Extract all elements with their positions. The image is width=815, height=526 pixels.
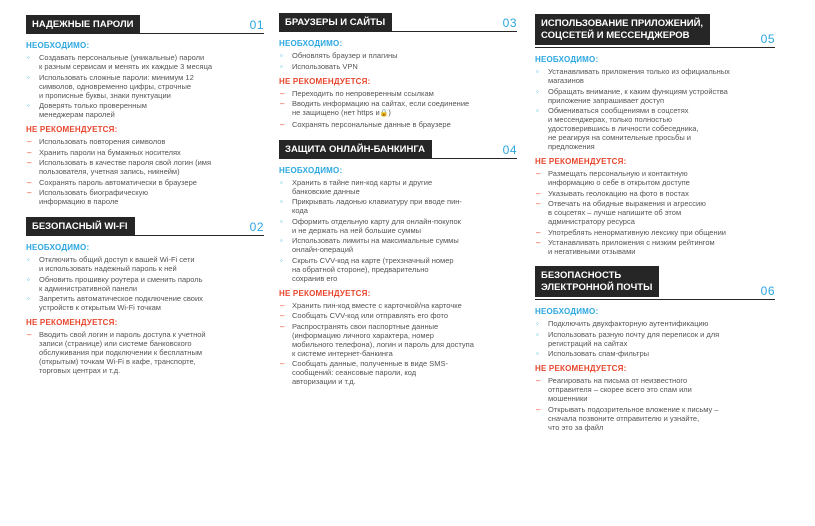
item-text: Прикрывать ладонью клавиатуру при вводе пин- кода — [292, 197, 462, 215]
list-item — [26, 294, 264, 312]
section-title: БЕЗОПАСНЫЙ WI-FI — [26, 217, 135, 236]
item-text: Использовать сложные пароли: минимум 12 символов, одновременно цифры, строчные и прописные буквы, знаки пунктуации — [39, 72, 194, 100]
required-label: НЕОБХОДИМО: — [279, 165, 343, 175]
list-item — [279, 236, 517, 254]
item-text: Использовать VPN — [292, 61, 358, 71]
bullet-dash-icon: – — [280, 359, 285, 368]
item-text: Обращать внимание, к каким функциям устройства приложение запрашивает доступ — [548, 86, 728, 105]
bullet-dash-icon: – — [280, 119, 285, 129]
list-item — [26, 330, 264, 375]
item-text: Устанавливать приложения с низким рейтингом и негативными отзывами — [548, 238, 715, 256]
item-text: Хранить в тайне пин-код карты и другие банковские данные — [292, 177, 433, 196]
not-recommended-list — [279, 301, 517, 387]
not-recommended-list — [279, 89, 517, 129]
section-number: 05 — [760, 32, 775, 46]
item-text: Отвечать на обидные выражения и агрессию в соцсетях – лучше напишите об этом администратору ресурса — [548, 199, 706, 226]
required-label: НЕОБХОДИМО: — [26, 243, 90, 252]
list-item — [279, 99, 517, 118]
list-item — [535, 228, 775, 237]
required-list — [26, 53, 264, 119]
header-divider — [535, 47, 775, 48]
not-recommended-label: НЕ РЕКОМЕНДУЕТСЯ: — [535, 157, 627, 166]
required-list — [535, 67, 775, 151]
item-text: Использовать биографическую информацию в пароле — [39, 188, 149, 206]
bullet-dash-icon: – — [27, 158, 32, 167]
section-number: 06 — [760, 284, 775, 298]
bullet-circle-icon: ◦ — [27, 101, 30, 110]
bullet-circle-icon: ◦ — [536, 329, 539, 339]
required-list — [535, 319, 775, 358]
section-title: БЕЗОПАСНОСТЬ ЭЛЕКТРОННОЙ ПОЧТЫ — [535, 266, 659, 297]
list-item — [535, 106, 775, 151]
item-text: Хранить пароли на бумажных носителях — [39, 147, 181, 157]
bullet-dash-icon: – — [536, 238, 541, 247]
header-divider — [26, 33, 264, 34]
column-right — [535, 0, 775, 437]
list-item — [535, 319, 775, 328]
item-text: Оформить отдельную карту для онлайн-покупок и не держать на ней большие суммы — [292, 216, 461, 235]
section-title: БРАУЗЕРЫ И САЙТЫ — [279, 13, 392, 32]
item-text: Использовать спам-фильтры — [548, 349, 650, 358]
item-text: Подключить двухфакторную аутентификацию — [548, 319, 709, 328]
item-text: Употреблять ненормативную лексику при общении — [548, 227, 726, 237]
required-label: НЕОБХОДИМО: — [26, 41, 90, 50]
section-header — [535, 14, 775, 48]
bullet-dash-icon: – — [280, 99, 285, 108]
list-item — [26, 178, 264, 187]
bullet-circle-icon: ◦ — [27, 255, 30, 264]
header-divider — [279, 158, 517, 159]
required-list — [26, 255, 264, 312]
required-list — [279, 178, 517, 283]
item-text: Использовать лимиты на максимальные суммы онлайн-операций — [292, 236, 459, 254]
list-item — [535, 189, 775, 198]
bullet-circle-icon: ◦ — [280, 216, 283, 226]
list-item — [535, 87, 775, 105]
not-recommended-list — [535, 169, 775, 256]
item-text: Использовать разную почту для переписок и для регистраций на сайтах — [548, 329, 720, 348]
section-header — [279, 12, 517, 32]
bullet-circle-icon: ◦ — [27, 53, 30, 62]
list-item — [26, 188, 264, 206]
bullet-dash-icon: – — [536, 188, 541, 198]
item-text: Вводить свой логин и пароль доступа к учетной записи (странице) или системе банковского обслуживания при подключении к бесплатным (открытым) точкам Wi-Fi в кафе, транспорте, торговых центрах и т.д. — [39, 330, 206, 375]
list-item — [26, 148, 264, 157]
bullet-dash-icon: – — [27, 177, 32, 187]
list-item — [535, 238, 775, 256]
item-text: Реагировать на письма от неизвестного отправителя – скорее всего это спам или мошенники — [548, 376, 692, 403]
bullet-dash-icon: – — [27, 188, 32, 197]
item-text: Сообщать данные, полученные в виде SMS- сообщений: сеансовые пароли, код авторизации и т.д. — [292, 359, 449, 386]
column-middle — [279, 0, 517, 391]
section-online-banking — [279, 139, 517, 387]
list-item — [26, 255, 264, 273]
item-text: Обмениваться сообщениями в соцсетях и мессенджерах, только полностью удостоверившись в личности собеседника, не реагируя на сомнительные просьбы и предложения — [548, 106, 699, 151]
section-number: 01 — [249, 18, 264, 32]
bullet-circle-icon: ◦ — [280, 197, 283, 206]
required-label: НЕОБХОДИМО: — [535, 55, 599, 64]
item-text: Создавать персональные (уникальные) пароли к разным сервисам и менять их каждые 3 месяца — [39, 53, 213, 71]
list-item — [279, 89, 517, 98]
list-item — [535, 67, 775, 85]
bullet-circle-icon: ◦ — [27, 294, 30, 303]
header-divider — [26, 235, 264, 236]
bullet-dash-icon: – — [280, 321, 285, 331]
list-item — [279, 359, 517, 386]
list-item — [535, 199, 775, 226]
column-left — [26, 0, 264, 380]
item-text: Устанавливать приложения только из официальных магазинов — [548, 67, 730, 85]
list-item — [279, 322, 517, 358]
bullet-dash-icon: – — [280, 88, 285, 98]
section-header — [26, 216, 264, 236]
item-text: Использовать в качестве пароля свой логин (имя пользователя, учетная запись, никнейм) — [39, 158, 212, 176]
item-text: Вводить информацию на сайтах, если соединение не защищено (нет https и — [292, 99, 470, 117]
item-text: Указывать геолокацию на фото в постах — [548, 188, 689, 198]
not-recommended-label: НЕ РЕКОМЕНДУЕТСЯ: — [279, 288, 371, 298]
bullet-circle-icon: ◦ — [536, 319, 539, 328]
section-header — [279, 139, 517, 159]
item-text-suffix: ) — [388, 108, 391, 117]
header-divider — [279, 31, 517, 32]
list-item — [279, 311, 517, 320]
list-item — [279, 301, 517, 310]
bullet-dash-icon: – — [536, 376, 541, 385]
section-number: 04 — [502, 142, 517, 157]
item-text: Сообщать CVV-код или отправлять его фото — [292, 311, 449, 320]
bullet-circle-icon: ◦ — [280, 255, 283, 265]
item-text: Доверять только проверенным менеджерам паролей — [39, 101, 147, 119]
item-text: Скрыть CVV-код на карте (трехзначный номер на обратной стороне), предварительно сохранив его — [292, 255, 454, 283]
bullet-circle-icon: ◦ — [536, 86, 539, 96]
item-text: Переходить по непроверенным ссылкам — [292, 88, 434, 98]
list-item — [26, 137, 264, 146]
bullet-dash-icon: – — [536, 199, 541, 208]
required-label: НЕОБХОДИМО: — [535, 307, 599, 316]
list-item — [279, 120, 517, 129]
item-text: Использовать повторения символов — [39, 137, 166, 146]
section-apps-social-messengers — [535, 14, 775, 256]
not-recommended-list — [535, 376, 775, 432]
list-item — [279, 256, 517, 283]
not-recommended-label: НЕ РЕКОМЕНДУЕТСЯ: — [26, 125, 118, 134]
bullet-dash-icon: – — [27, 330, 32, 339]
bullet-circle-icon: ◦ — [536, 349, 539, 358]
list-item — [26, 73, 264, 100]
required-label: НЕОБХОДИМО: — [279, 39, 343, 48]
list-item — [535, 349, 775, 358]
bullet-dash-icon: – — [280, 300, 285, 310]
required-list — [279, 51, 517, 71]
bullet-circle-icon: ◦ — [536, 106, 539, 115]
bullet-dash-icon: – — [536, 227, 541, 237]
not-recommended-list — [26, 137, 264, 206]
list-item — [26, 53, 264, 71]
bullet-dash-icon: – — [280, 311, 285, 320]
section-number: 02 — [249, 220, 264, 234]
section-strong-passwords — [26, 14, 264, 206]
item-text: Обновить прошивку роутера и сменить пароль к административной панели — [39, 274, 203, 293]
lock-icon: 🔒 — [379, 110, 389, 117]
item-text: Размещать персональную и контактную информацию о себе в открытом доступе — [548, 169, 690, 187]
item-text: Отключить общий доступ к вашей Wi-Fi сети и использовать надежный пароль к ней — [39, 255, 195, 273]
bullet-circle-icon: ◦ — [280, 51, 283, 60]
list-item — [279, 197, 517, 215]
not-recommended-list — [26, 330, 264, 375]
list-item — [535, 330, 775, 348]
item-text: Обновлять браузер и плагины — [292, 51, 398, 60]
section-title: ЗАЩИТА ОНЛАЙН-БАНКИНГА — [279, 140, 432, 159]
not-recommended-label: НЕ РЕКОМЕНДУЕТСЯ: — [279, 76, 371, 86]
list-item — [26, 275, 264, 293]
list-item — [26, 101, 264, 119]
list-item — [279, 178, 517, 196]
section-browsers-sites — [279, 12, 517, 129]
item-text: Сохранять пароль автоматически в браузере — [39, 177, 197, 187]
bullet-dash-icon: – — [536, 169, 541, 178]
item-text: Сохранять персональные данные в браузере — [292, 119, 451, 129]
not-recommended-label: НЕ РЕКОМЕНДУЕТСЯ: — [26, 318, 118, 327]
header-divider — [535, 299, 775, 300]
item-text: Распространять свои паспортные данные (информацию личного характера, номер мобильного телефона), логин и пароль для доступа к системе интернет-банкинга — [292, 321, 474, 358]
list-item — [279, 62, 517, 71]
list-item — [279, 51, 517, 60]
list-item — [535, 405, 775, 432]
list-item — [279, 217, 517, 235]
section-title: ИСПОЛЬЗОВАНИЕ ПРИЛОЖЕНИЙ, СОЦСЕТЕЙ И МЕССЕНДЖЕРОВ — [535, 14, 710, 45]
bullet-circle-icon: ◦ — [280, 177, 283, 187]
bullet-dash-icon: – — [536, 404, 541, 414]
not-recommended-label: НЕ РЕКОМЕНДУЕТСЯ: — [535, 364, 627, 373]
item-text: Хранить пин-код вместе с карточкой/на карточке — [292, 300, 462, 310]
section-number: 03 — [502, 16, 517, 30]
section-email-security — [535, 266, 775, 432]
section-title: НАДЕЖНЫЕ ПАРОЛИ — [26, 15, 140, 34]
bullet-circle-icon: ◦ — [27, 72, 30, 82]
section-secure-wifi — [26, 216, 264, 375]
section-header — [26, 14, 264, 34]
bullet-circle-icon: ◦ — [280, 236, 283, 245]
bullet-circle-icon: ◦ — [280, 61, 283, 71]
list-item — [535, 376, 775, 403]
item-text: Запретить автоматическое подключение своих устройств к открытым Wi-Fi точкам — [39, 294, 203, 312]
list-item — [26, 158, 264, 176]
section-header — [535, 266, 775, 300]
bullet-circle-icon: ◦ — [27, 274, 30, 284]
bullet-dash-icon: – — [27, 147, 32, 157]
bullet-circle-icon: ◦ — [536, 67, 539, 76]
item-text: Открывать подозрительное вложение к письму – сначала позвоните отправителю и узнайте, что это за файл — [548, 404, 719, 432]
list-item — [535, 169, 775, 187]
bullet-dash-icon: – — [27, 137, 32, 146]
